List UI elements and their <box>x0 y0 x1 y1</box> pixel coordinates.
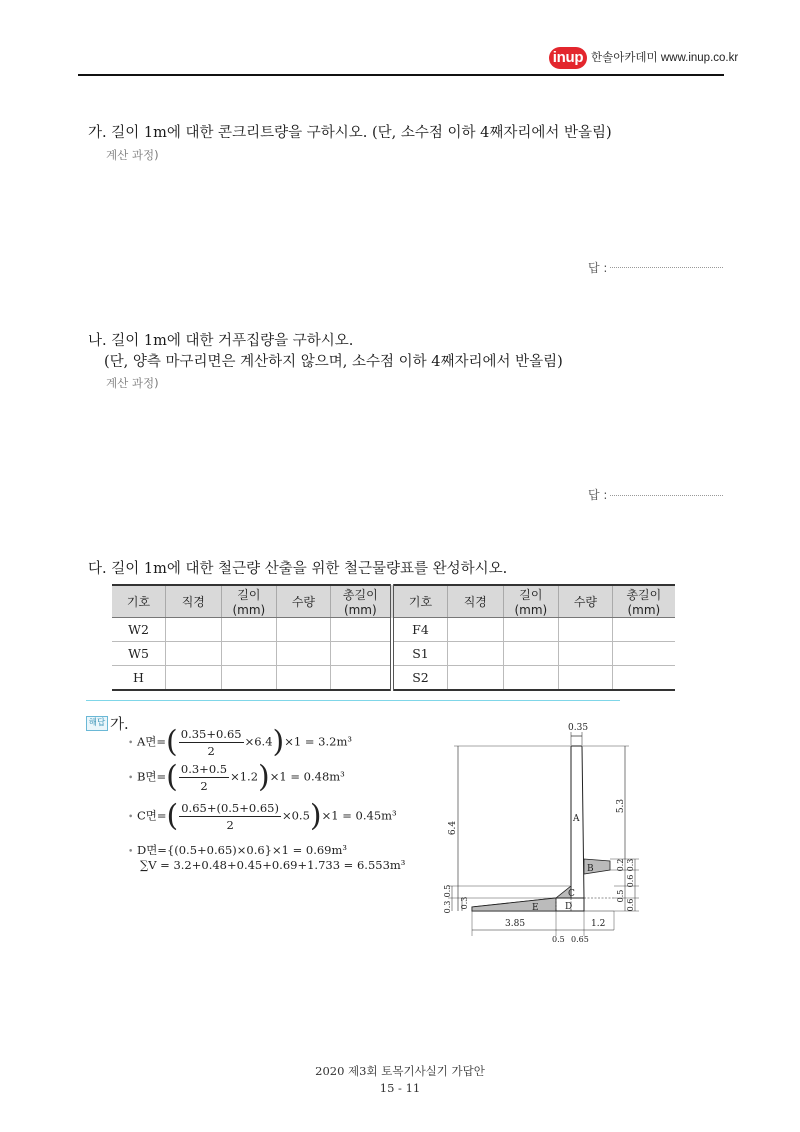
equation-a: • A면=( $\frac{0.35+0.65}{2}$ ×6.4)×1 = 3.2m³ <box>128 724 352 760</box>
table-header: 수량 <box>559 585 613 618</box>
table-cell[interactable] <box>559 618 613 642</box>
region-e-shape <box>472 898 556 911</box>
region-d-label: D <box>565 902 573 912</box>
table-header-row <box>112 585 675 618</box>
dim-bottom-385: 3.85 <box>505 919 526 929</box>
table-cell[interactable] <box>330 666 392 691</box>
dim-bottom-065: 0.65 <box>571 935 589 944</box>
table-cell: W2 <box>112 618 166 642</box>
table-cell[interactable] <box>503 642 559 666</box>
question-b-condition: (단, 양측 마구리면은 계산하지 않으며, 소수점 이하 4째자리에서 반올림) <box>104 354 563 370</box>
equation-a-numerator: 0.35+0.65 <box>180 727 242 741</box>
table-cell[interactable] <box>448 666 504 691</box>
question-b-calc-label: 계산 과정) <box>106 376 159 390</box>
table-cell[interactable] <box>612 618 675 642</box>
question-b: 나. 길이 1m에 대한 거푸집량을 구하시오. <box>88 333 354 349</box>
region-a-label: A <box>573 814 580 824</box>
footer-title: 2020 제3회 토목기사실기 가답안 <box>315 1064 485 1078</box>
equation-c-result: ×1 = 0.45m³ <box>321 808 397 823</box>
solution-heading: 가. <box>110 717 129 733</box>
equation-b-result: ×1 = 0.48m³ <box>269 769 345 784</box>
equation-d-expr: {(0.5+0.65)×0.6}×1 = 0.69m³ <box>166 843 348 857</box>
dim-left-05: 0.5 <box>443 884 452 898</box>
dim-top-width: 0.35 <box>568 723 589 733</box>
table-header: 직경 <box>166 585 222 618</box>
dim-left-03a: 0.3 <box>443 900 452 914</box>
table-cell[interactable] <box>277 666 331 691</box>
question-b-answer-line[interactable] <box>610 495 723 496</box>
dim-bottom-12: 1.2 <box>591 919 606 929</box>
table-cell[interactable] <box>503 618 559 642</box>
equation-a-tail: ×6.4 <box>244 734 273 749</box>
equation-a-label: A면= <box>136 734 167 749</box>
equation-c-denominator: 2 <box>226 818 234 832</box>
table-cell[interactable] <box>221 642 277 666</box>
equation-a-denominator: 2 <box>207 744 215 758</box>
rebar-quantity-table <box>112 584 675 691</box>
table-header: 기호 <box>392 585 448 618</box>
table-cell[interactable] <box>448 618 504 642</box>
dim-bottom-05: 0.5 <box>552 935 565 944</box>
equation-c: • C면=( $\frac{0.65+(0.5+0.65)}{2}$ ×0.5)×1 = 0.45m³ <box>128 798 397 834</box>
equation-b-tail: ×1.2 <box>230 769 259 784</box>
table-cell[interactable] <box>166 642 222 666</box>
equation-c-label: C면= <box>136 808 167 823</box>
equation-b-numerator: 0.3+0.5 <box>180 762 228 776</box>
table-header: 기호 <box>112 585 166 618</box>
equation-a-result: ×1 = 3.2m³ <box>284 734 352 749</box>
region-e-label: E <box>532 903 539 913</box>
table-row <box>112 642 675 666</box>
table-header: 길이(mm) <box>503 585 559 618</box>
table-cell[interactable] <box>448 642 504 666</box>
table-cell[interactable] <box>221 666 277 691</box>
table-header: 길이(mm) <box>221 585 277 618</box>
question-b-answer-label: 답 : <box>588 488 608 502</box>
dim-right-02: 0.2 <box>616 858 625 872</box>
dim-left-03b: 0.3 <box>460 896 469 910</box>
table-cell[interactable] <box>559 642 613 666</box>
header-rule <box>78 74 724 76</box>
question-a: 가. 길이 1m에 대한 콘크리트량을 구하시오. (단, 소수점 이하 4째자리에서 반올림) <box>88 125 612 141</box>
dim-upper-height: 5.3 <box>616 798 626 814</box>
solution-badge: 해답 <box>86 716 108 731</box>
equation-d-label: D면= <box>136 843 167 857</box>
table-cell[interactable] <box>166 666 222 691</box>
table-cell[interactable] <box>221 618 277 642</box>
table-cell: H <box>112 666 166 691</box>
equation-b-denominator: 2 <box>200 779 208 793</box>
table-cell[interactable] <box>559 666 613 691</box>
table-header: 총길이(mm) <box>330 585 392 618</box>
region-b-label: B <box>587 864 594 874</box>
inup-logo: inup <box>549 47 587 69</box>
retaining-wall-diagram <box>430 718 650 948</box>
equation-c-numerator: 0.65+(0.5+0.65) <box>181 801 279 815</box>
table-cell[interactable] <box>330 642 392 666</box>
equation-c-tail: ×0.5 <box>281 808 310 823</box>
dim-total-height: 6.4 <box>448 820 458 836</box>
table-cell: S2 <box>392 666 448 691</box>
footer-page-number: 15 - 11 <box>379 1081 421 1095</box>
equation-sum: ∑V = 3.2+0.48+0.45+0.69+1.733 = 6.553m³ <box>140 858 406 872</box>
table-header: 총길이(mm) <box>612 585 675 618</box>
table-cell[interactable] <box>612 666 675 691</box>
dim-right-06b: 0.6 <box>626 898 635 912</box>
table-row <box>112 618 675 642</box>
equation-b-label: B면= <box>136 769 167 784</box>
dim-right-06a: 0.6 <box>626 874 635 888</box>
table-cell[interactable] <box>330 618 392 642</box>
question-c: 다. 길이 1m에 대한 철근량 산출을 위한 철근물량표를 완성하시오. <box>88 561 508 577</box>
table-cell[interactable] <box>612 642 675 666</box>
table-cell: S1 <box>392 642 448 666</box>
equation-d: • D면={(0.5+0.65)×0.6}×1 = 0.69m³ <box>128 843 348 857</box>
section-divider <box>86 700 620 701</box>
table-row <box>112 666 675 691</box>
region-c-label: C <box>568 889 575 899</box>
table-header: 직경 <box>448 585 504 618</box>
table-cell[interactable] <box>166 618 222 642</box>
dim-right-05: 0.5 <box>616 889 625 903</box>
question-a-answer-label: 답 : <box>588 261 608 275</box>
table-cell[interactable] <box>277 618 331 642</box>
table-header: 수량 <box>277 585 331 618</box>
table-cell[interactable] <box>503 666 559 691</box>
table-cell[interactable] <box>277 642 331 666</box>
dim-right-03: 0.3 <box>626 858 635 872</box>
question-a-calc-label: 계산 과정) <box>106 148 159 162</box>
table-cell: F4 <box>392 618 448 642</box>
table-cell: W5 <box>112 642 166 666</box>
brand-text: 한솔아카데미 www.inup.co.kr <box>591 52 739 64</box>
question-a-answer-line[interactable] <box>610 267 723 268</box>
equation-b: • B면=( $\frac{0.3+0.5}{2}$ ×1.2)×1 = 0.48m³ <box>128 759 345 795</box>
